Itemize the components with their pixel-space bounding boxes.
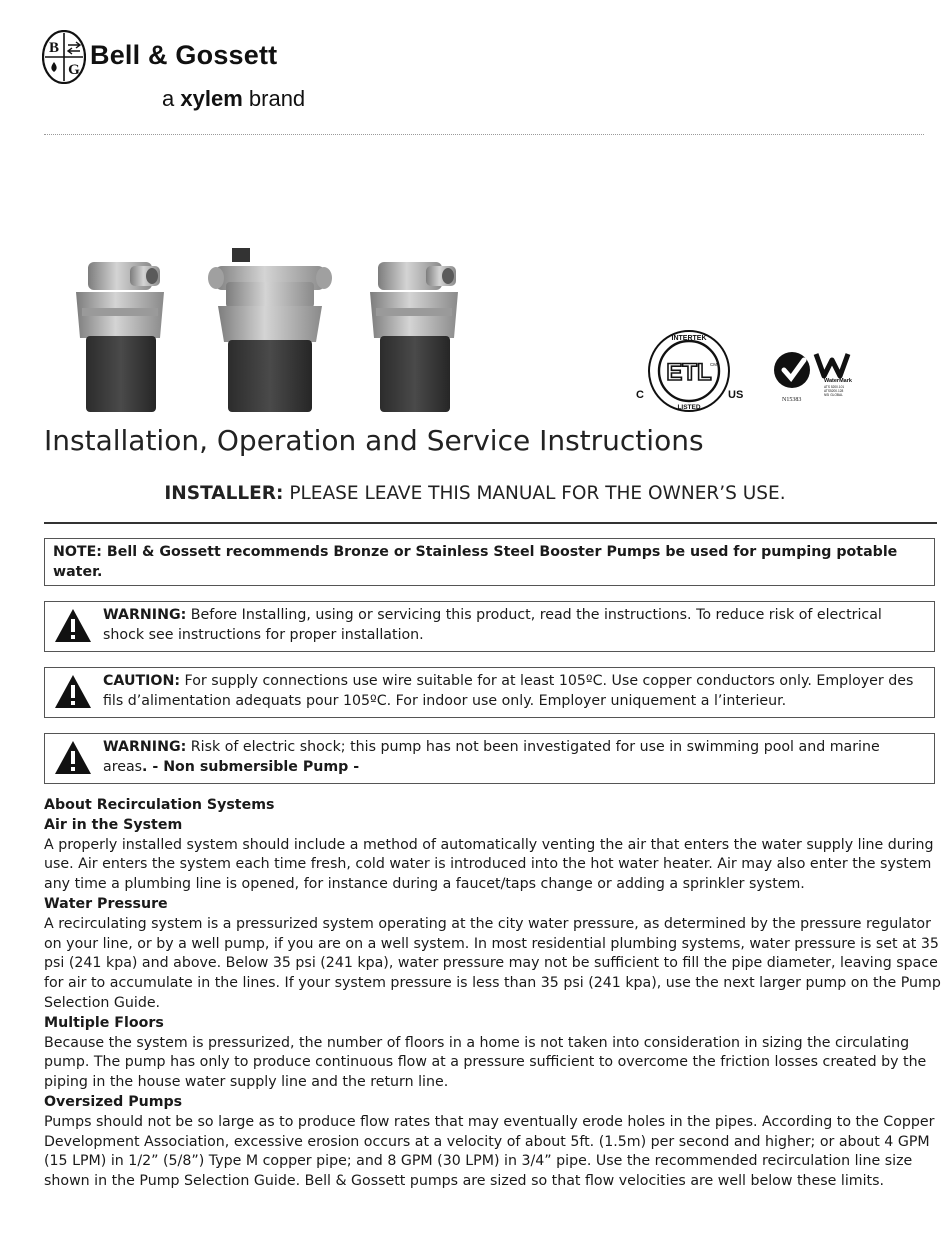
warning-triangle-icon	[54, 673, 92, 711]
installer-note	[0, 483, 950, 504]
etl-top-text: INTERTEK	[671, 335, 707, 342]
subsection-heading-air: Air in the System	[44, 816, 183, 833]
caution-label: CAUTION:	[103, 673, 181, 689]
paragraph-air: A properly installed system should include a method of automatically venting the air that enters the water supply line during use. Air enters the system each time fresh, cold water is introduced into the hot water heater. Air may also enter the system any time a plumbing line is opened, for instance during a faucet/taps change or adding a sprinkler system.	[44, 836, 934, 893]
etl-center-text: ETL	[666, 359, 712, 386]
watermark-fine-2: ATS5200.128	[824, 389, 844, 393]
document-title: Installation, Operation and Service Instructions	[44, 424, 704, 457]
warning-text: Before Installing, using or servicing this product, read the instructions. To reduce risk of electrical shock see instructions for proper installation.	[103, 607, 882, 643]
etl-listed-mark-icon	[630, 326, 748, 416]
watermark-fine-3: NSI GLOBAL	[824, 393, 843, 397]
warning-box-install	[44, 601, 935, 652]
etl-left-text: C	[636, 389, 644, 401]
warning-triangle-icon	[54, 607, 92, 645]
installer-note-label: INSTALLER:	[164, 483, 284, 504]
warning-triangle-icon	[54, 739, 92, 777]
title-divider	[44, 522, 937, 524]
watermark-mark-icon	[772, 346, 868, 406]
bell-gossett-badge-icon	[42, 30, 86, 84]
subsection-heading-oversized: Oversized Pumps	[44, 1093, 183, 1110]
installer-note-text: PLEASE LEAVE THIS MANUAL FOR THE OWNER’S USE.	[283, 483, 786, 504]
brand-tagline-xylem: xylem	[180, 86, 243, 111]
caution-text: For supply connections use wire suitable for at least 105ºC. Use copper conductors only. Employer des fils d’alimentation adequats pour 105ºC. For indoor use only. Employer uniquement a l’interieur.	[103, 673, 914, 709]
warning-text: Risk of electric shock; this pump has not been investigated for use in swimming pool and marine areas	[103, 739, 880, 775]
note-box: NOTE: Bell & Gossett recommends Bronze or Stainless Steel Booster Pumps be used for pumping potable water.	[44, 538, 935, 586]
warning-box-shock	[44, 733, 935, 784]
brand-tagline-prefix: a	[162, 86, 175, 111]
pump-photo-3	[366, 248, 462, 414]
brand-tagline	[162, 86, 305, 112]
brand-tagline-suffix: brand	[248, 86, 306, 111]
paragraph-floors: Because the system is pressurized, the number of floors in a home is not taken into consideration in sizing the circulating pump. The pump has only to produce continuous flow at a pressure sufficient to overcome the friction losses created by the piping in the house water supply line and the return line.	[44, 1034, 927, 1091]
pump-photo-2	[204, 248, 336, 414]
paragraph-oversized: Pumps should not be so large as to produce flow rates that may eventually erode holes in the pipes. According to the Copper Development Association, excessive erosion occurs at a velocity of about 5ft. (1.5m) per second and higher; or about 4 GPM (15 LPM) in 1/2” (5/8”) Type M copper pipe; and 8 GPM (30 LPM) in 3/4” pipe. Use the recommended recirculation line size shown in the Pump Selection Guide. Bell & Gossett pumps are sized so that flow velocities are well below these limits.	[44, 1113, 935, 1190]
etl-small-mark: CM	[710, 362, 717, 367]
watermark-label: WaterMark	[824, 378, 852, 384]
watermark-license: N15383	[782, 397, 802, 403]
warning-label: WARNING:	[103, 739, 187, 755]
badge-letter-g: G	[68, 62, 80, 78]
badge-letter-b: B	[48, 40, 60, 56]
brand-logo	[42, 30, 332, 120]
paragraph-pressure: A recirculating system is a pressurized system operating at the city water pressure, as determined by the pressure regulator on your line, or by a well pump, if you are on a well system. In most residential plumbing systems, water pressure is set at 35 psi (241 kpa) and above. Below 35 psi (241 kpa), water pressure may not be sufficient to fill the pipe diameter, leaving space for air to accumulate in the lines. If your system pressure is less than 35 psi (241 kpa), use the next larger pump on the Pump Selection Guide.	[44, 915, 941, 1011]
subsection-heading-pressure: Water Pressure	[44, 895, 168, 912]
warning-label: WARNING:	[103, 607, 187, 623]
pump-photo-1	[72, 248, 168, 414]
non-submersible-note: . - Non submersible Pump -	[142, 758, 360, 775]
etl-bottom-text: LISTED	[677, 404, 701, 411]
header-divider	[44, 134, 924, 135]
section-heading: About Recirculation Systems	[44, 797, 275, 813]
body-section	[44, 796, 944, 1192]
subsection-heading-floors: Multiple Floors	[44, 1014, 164, 1031]
brand-name: Bell & Gossett	[90, 40, 278, 70]
caution-box	[44, 667, 935, 718]
etl-right-text: US	[728, 389, 744, 401]
watermark-fine-1: ATS 5200.101	[824, 385, 845, 389]
